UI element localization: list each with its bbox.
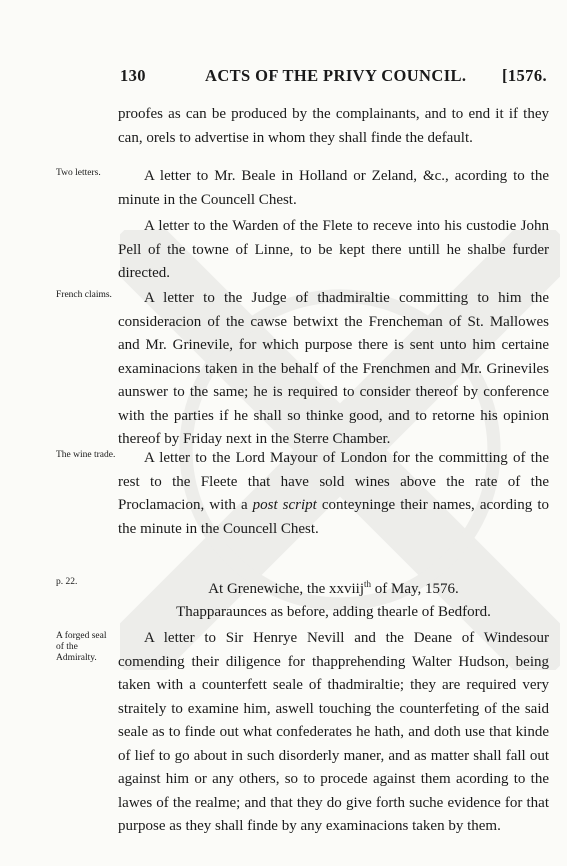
post-script-italic: post script (252, 497, 317, 513)
paragraph-lord-mayour-letter (118, 447, 549, 541)
page-header (0, 66, 567, 90)
wine-text-end: conteyninge their names, acording to the minute in the Councell Chest. (118, 497, 549, 537)
margin-note-wine-trade: The wine trade. (56, 450, 116, 460)
running-title: ACTS OF THE PRIVY COUNCIL. (205, 66, 467, 85)
paragraph-warden-letter: A letter to the Warden of the Flete to receve into his custodie John Pell of the towne of Linne, to be kept there untill he shalbe furder directed. (118, 218, 549, 281)
heading-superscript: th (364, 579, 372, 589)
wine-text-start: A letter to the Lord Mayour of London for the committing of the rest to the Fleete that have sold wines above the rate of the Proclamacion, with a (118, 450, 549, 513)
margin-note-forged-seal: A forged seal of the Admiralty. (56, 631, 107, 663)
section-heading (118, 573, 549, 600)
heading-text-start: At Grenewiche, the xxviij (208, 581, 364, 597)
margin-note-french-claims: French claims. (56, 290, 112, 300)
heading-text-end: of May, 1576. (371, 581, 459, 597)
page-number: 130 (120, 66, 146, 85)
margin-note-page-ref: p. 22. (56, 577, 78, 587)
section-subheading: Thapparaunces as before, adding thearle of Bedford. (176, 604, 491, 620)
paragraph-beale-letter: A letter to Mr. Beale in Holland or Zeland, &c., acording to the minute in the Councell Chest. (118, 168, 549, 208)
running-year: [1576. (501, 66, 547, 85)
paragraph-nevill-letter: A letter to Sir Henrye Nevill and the Deane of Windesour comending their diligence for thapprehending Walter Hudson, being taken with a counterfett seale of thadmiraltie; they are required very straitely to examine him, aswell touching the counterfeting of the said seale as to finde out what confederates he hath, and doth use that kinde of lief to go about in such disorderly maner, and as matter shall fall out against him or any others, so to procede against them acording to the lawes of the realme; and that they do give forth suche evidence for that purpose as they shall finde by any examinacions taken by them. (118, 630, 549, 834)
paragraph-admiralty-judge-letter: A letter to the Judge of thadmiraltie committing to him the consideracion of the cawse betwixt the Frencheman of St. Mallowes and Mr. Grinevile, for which purpose there is sent unto him certaine examinacions taken in the behalf of the Frenchmen and Mr. Grineviles aunswer to the same; he is required to consider thereof by conference with the parties if he shall so thinke good, and to retorne his opinion thereof by Friday next in the Sterre Chamber. (118, 290, 549, 447)
margin-note-two-letters: Two letters. (56, 168, 101, 178)
paragraph-continuation: proofes as can be produced by the complainants, and to end it if they can, orels to advertise in whom they shall finde the default. (118, 106, 549, 146)
